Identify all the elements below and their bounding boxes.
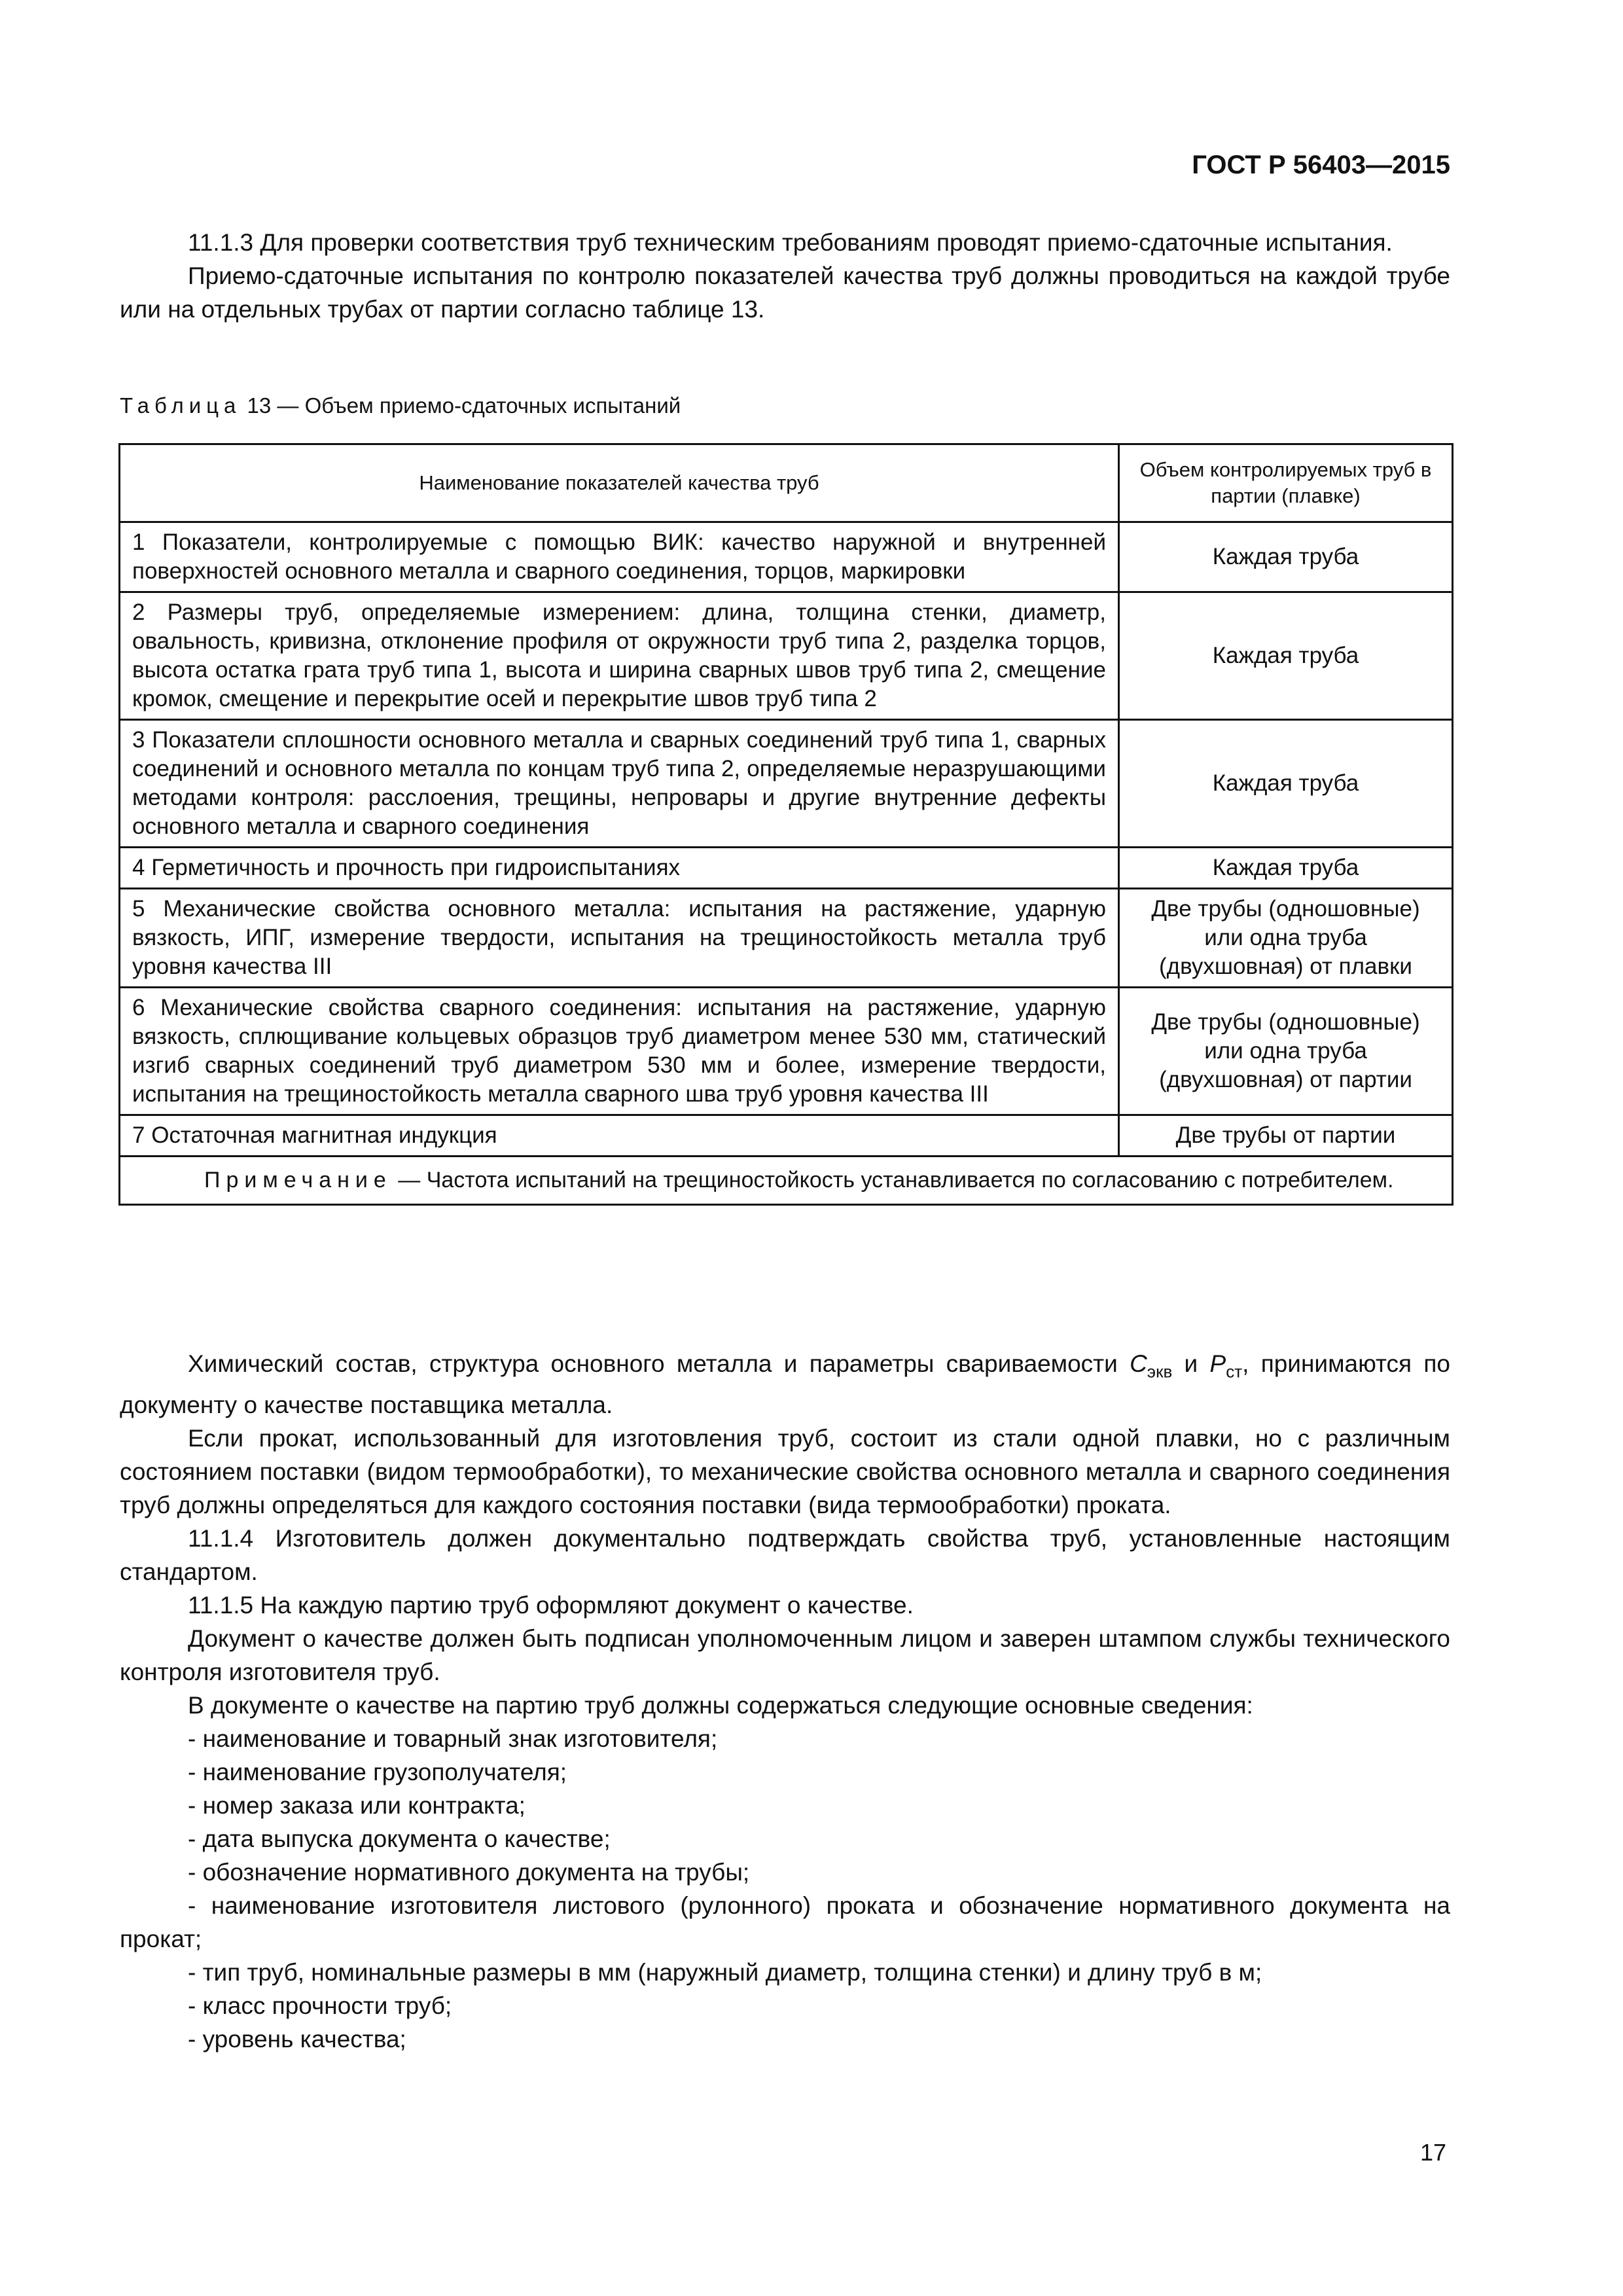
list-item: - номер заказа или контракта;: [188, 1792, 526, 1820]
table-note-row: [120, 1157, 1453, 1205]
table-row: [120, 720, 1453, 848]
list-item: - наименование и товарный знак изготовителя;: [188, 1725, 718, 1753]
table-header-row: [120, 444, 1453, 522]
table-row: [120, 1115, 1453, 1157]
note-text: — Частота испытаний на трещиностойкость устанавливается по согласованию с потребителем.: [391, 1168, 1394, 1193]
standard-designation: ГОСТ Р 56403—2015: [1192, 151, 1450, 179]
paragraph-acceptance-tests: Приемо-сдаточные испытания по контролю показателей качества труб должны проводиться на каждой трубе или на отдельных трубах от партии согласно таблице 13.: [120, 262, 1450, 323]
acceptance-tests-table: [118, 443, 1454, 1206]
paragraph-chemical-composition: [120, 1347, 1450, 1422]
row-volume: Две трубы (одношовные) или одна труба (двухшовная) от плавки: [1119, 889, 1453, 988]
table-row: [120, 988, 1453, 1115]
and-word: и: [1172, 1350, 1210, 1377]
note-label: Примечание: [204, 1168, 392, 1193]
paragraph-11-1-5: 11.1.5 На каждую партию труб оформляют документ о качестве.: [188, 1592, 914, 1619]
row-indicator: 7 Остаточная магнитная индукция: [120, 1115, 1119, 1157]
chem-text-start: Химический состав, структура основного металла и параметры свариваемости: [188, 1350, 1130, 1377]
paragraph-11-1-3: 11.1.3 Для проверки соответствия труб техническим требованиям проводят приемо-сдаточные испытания.: [188, 229, 1393, 256]
table-caption-title: 13 — Объем приемо-сдаточных испытаний: [241, 393, 681, 418]
row-volume: Две трубы (одношовные) или одна труба (двухшовная) от партии: [1119, 988, 1453, 1115]
header-indicator: Наименование показателей качества труб: [120, 444, 1119, 522]
row-volume: Две трубы от партии: [1119, 1115, 1453, 1157]
table-note: [120, 1157, 1453, 1205]
p-cracking-subscript: ст: [1226, 1361, 1243, 1382]
row-indicator: 2 Размеры труб, определяемые измерением: длина, толщина стенки, диаметр, овальность, кривизна, отклонение профиля от окружности труб типа 2, разделка торцов, высота остатка грата труб типа 1, высота и ширина сварных швов труб типа 2, смещение кромок, смещение и перекрытие осей и перекрытие швов труб типа 2: [120, 592, 1119, 720]
row-indicator: 6 Механические свойства сварного соединения: испытания на растяжение, ударную вязкость, сплющивание кольцевых образцов труб диаметром менее 530 мм, статический изгиб сварных соединений труб диаметром 530 мм и более, измерение твердости, испытания на трещиностойкость металла сварного шва труб уровня качества III: [120, 988, 1119, 1115]
table-row: [120, 889, 1453, 988]
list-item: - обозначение нормативного документа на трубы;: [188, 1859, 750, 1886]
table-row: [120, 848, 1453, 889]
page-number: 17: [1419, 2139, 1446, 2166]
table-row: [120, 592, 1453, 720]
paragraph-document-contents: В документе о качестве на партию труб должны содержаться следующие основные сведения:: [188, 1692, 1253, 1719]
list-item: - наименование грузополучателя;: [188, 1759, 567, 1786]
row-indicator: 1 Показатели, контролируемые с помощью ВИК: качество наружной и внутренней поверхностей основного металла и сварного соединения, торцов, маркировки: [120, 522, 1119, 592]
row-indicator: 5 Механические свойства основного металла: испытания на растяжение, ударную вязкость, ИПГ, измерение твердости, испытания на трещиностойкость металла труб уровня качества III: [120, 889, 1119, 988]
row-volume: Каждая труба: [1119, 522, 1453, 592]
row-indicator: 3 Показатели сплошности основного металла и сварных соединений труб типа 1, сварных соединений и основного металла по концам труб типа 2, определяемые неразрушающими методами контроля: расслоения, трещины, непровары и другие внутренние дефекты основного металла и сварного соединения: [120, 720, 1119, 848]
row-volume: Каждая труба: [1119, 592, 1453, 720]
chem-text-end: , принимаются по документу о качестве поставщика металла.: [120, 1350, 1450, 1419]
table-caption-label: Таблица: [120, 393, 241, 418]
list-item: - наименование изготовителя листового (рулонного) проката и обозначение нормативного документа на прокат;: [120, 1892, 1450, 1953]
table-caption: [120, 393, 681, 419]
row-indicator: 4 Герметичность и прочность при гидроиспытаниях: [120, 848, 1119, 889]
list-item: - класс прочности труб;: [188, 1992, 452, 2020]
c-equivalent-subscript: экв: [1147, 1361, 1173, 1382]
row-volume: Каждая труба: [1119, 720, 1453, 848]
list-item: - тип труб, номинальные размеры в мм (наружный диаметр, толщина стенки) и длину труб в м;: [188, 1959, 1262, 1986]
table-row: [120, 522, 1453, 592]
list-item: - уровень качества;: [188, 2026, 406, 2053]
row-volume: Каждая труба: [1119, 848, 1453, 889]
paragraph-signed-document: Документ о качестве должен быть подписан уполномоченным лицом и заверен штампом службы технического контроля изготовителя труб.: [120, 1625, 1450, 1686]
list-item: - дата выпуска документа о качестве;: [188, 1825, 611, 1853]
header-volume: Объем контролируемых труб в партии (плавке): [1119, 444, 1453, 522]
paragraph-rolled-product: Если прокат, использованный для изготовления труб, состоит из стали одной плавки, но с различным состоянием поставки (видом термообработки), то механические свойства основного металла и сварного соединения труб должны определяться для каждого состояния поставки (вида термообработки) проката.: [120, 1425, 1450, 1519]
paragraph-11-1-4: 11.1.4 Изготовитель должен документально подтверждать свойства труб, установленные настоящим стандартом.: [120, 1525, 1450, 1586]
p-cracking-symbol: P: [1209, 1350, 1226, 1377]
body-block: [120, 1347, 1450, 2056]
intro-block: [120, 226, 1450, 326]
c-equivalent-symbol: C: [1130, 1350, 1147, 1377]
